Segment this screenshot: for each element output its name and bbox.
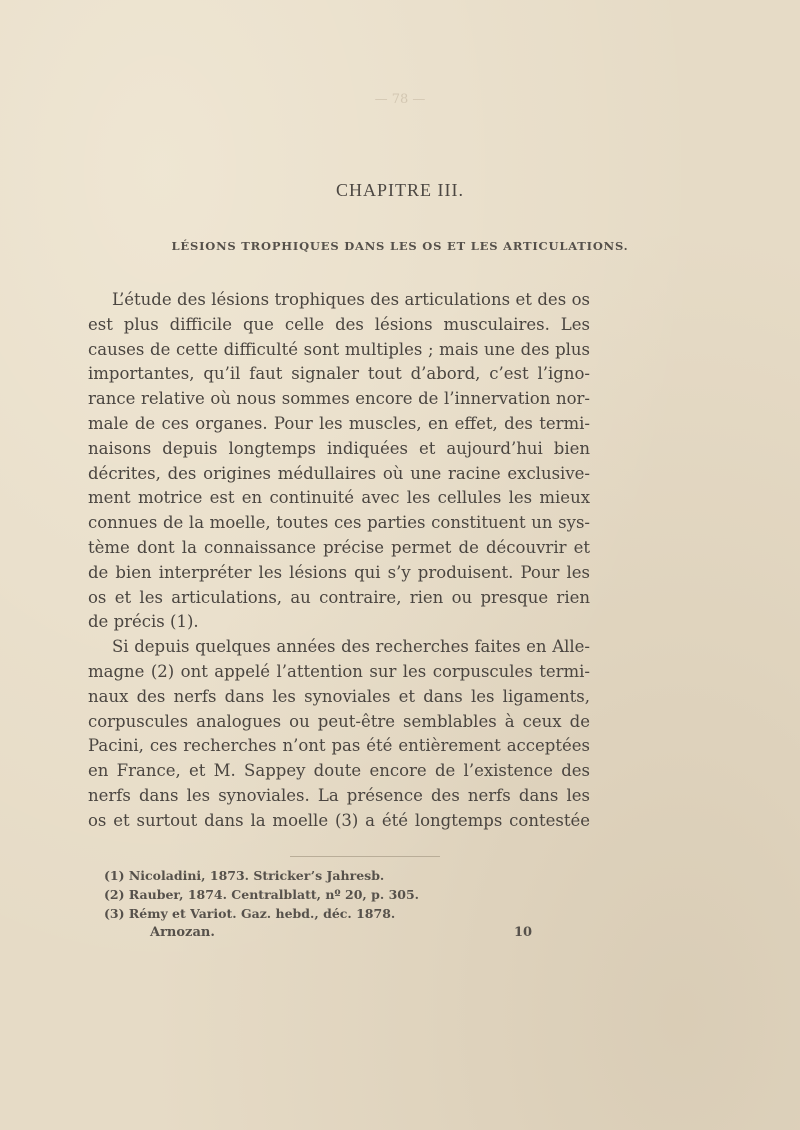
- body-line: en France, et M. Sappey doute encore de l’existence des: [88, 761, 590, 781]
- body-line: L’étude des lésions trophiques des articulations et des os: [112, 290, 590, 309]
- footnote: (1) Nicoladini, 1873. Stricker’s Jahresb.: [104, 868, 385, 883]
- chapter-title: CHAPITRE III.: [336, 180, 464, 200]
- body-line: Pacini, ces recherches n’ont pas été entièrement acceptées: [88, 736, 590, 756]
- footnotes: [104, 866, 584, 923]
- body-line: connues de la moelle, toutes ces parties constituent un sys-: [88, 513, 590, 533]
- body-line: décrites, des origines médullaires où une racine exclusive-: [88, 463, 590, 483]
- body-line: magne (2) ont appelé l’attention sur les corpuscules termi-: [88, 661, 590, 681]
- section-title: LÉSIONS TROPHIQUES DANS LES OS ET LES ARTICULATIONS.: [171, 239, 629, 253]
- body-line: est plus difficile que celle des lésions musculaires. Les: [88, 314, 590, 334]
- footnote: (2) Rauber, 1874. Centralblatt, nº 20, p. 305.: [104, 887, 420, 902]
- body-line: de bien interpréter les lésions qui s’y produisent. Pour les: [88, 562, 590, 582]
- body-line: os et surtout dans la moelle (3) a été longtemps contestée: [88, 810, 590, 830]
- body-line: de précis (1).: [88, 612, 199, 632]
- body-line: rance relative où nous sommes encore de l’innervation nor-: [88, 389, 590, 409]
- body-line: naisons depuis longtemps indiquées et aujourd’hui bien: [88, 438, 590, 458]
- body-line: tème dont la connaissance précise permet de découvrir et: [88, 537, 590, 557]
- body-line: os et les articulations, au contraire, rien ou presque rien: [88, 587, 590, 607]
- footnote-rule: [290, 856, 440, 857]
- signature-sheet-number: 10: [514, 925, 533, 940]
- body-line: ment motrice est en continuité avec les cellules les mieux: [88, 488, 590, 508]
- signature-author: Arnozan.: [150, 925, 215, 940]
- body-line: nerfs dans les synoviales. La présence des nerfs dans les: [88, 785, 590, 805]
- page-folio: — 78 —: [374, 92, 426, 107]
- body-line: male de ces organes. Pour les muscles, en effet, des termi-: [88, 413, 590, 433]
- body-line: Si depuis quelques années des recherches faites en Alle-: [112, 637, 590, 657]
- footnote: (3) Rémy et Variot. Gaz. hebd., déc. 1878.: [104, 906, 396, 921]
- body-line: corpuscules analogues ou peut-être semblables à ceux de: [88, 711, 590, 731]
- body-line: causes de cette difficulté sont multiples ; mais une des plus: [88, 339, 590, 359]
- body-line: naux des nerfs dans les synoviales et dans les ligaments,: [88, 686, 590, 706]
- body-line: importantes, qu’il faut signaler tout d’abord, c’est l’igno-: [88, 364, 590, 384]
- body-text: [88, 288, 590, 834]
